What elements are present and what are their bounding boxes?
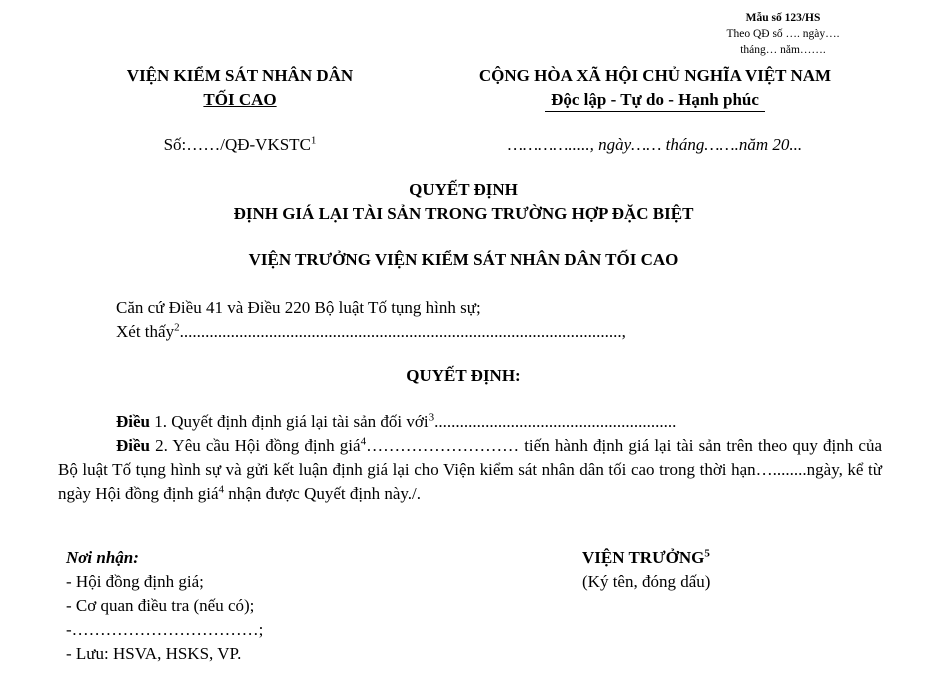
recipient-item: - Hội đồng định giá;	[66, 572, 204, 591]
issuing-authority: VIỆN TRƯỞNG VIỆN KIỂM SÁT NHÂN DÂN TỐI CAO	[248, 250, 679, 269]
article-label: Điều	[116, 436, 150, 455]
agency-line-2: TỐI CAO	[203, 90, 277, 109]
footnote-marker: 1	[310, 134, 317, 147]
recipient-item: - Lưu: HSVA, HSKS, VP.	[66, 644, 242, 663]
document-title: QUYẾT ĐỊNH	[409, 180, 518, 199]
legal-basis-line: Căn cứ Điều 41 và Điều 220 Bộ luật Tố tụng hình sự;	[116, 298, 481, 317]
decision-heading: QUYẾT ĐỊNH:	[406, 366, 521, 385]
signature-block	[582, 546, 710, 594]
article-label: Điều	[116, 412, 150, 431]
legal-basis	[116, 296, 626, 344]
form-decision-date: tháng… năm…….	[740, 44, 826, 56]
agency-line-1: VIỆN KIỂM SÁT NHÂN DÂN	[126, 66, 354, 85]
consideration-line: Xét thấy$^2$........................................................................................................,	[116, 321, 626, 341]
footnote-marker: 3	[428, 411, 435, 424]
signer-title: VIỆN TRƯỞNG$^5$	[582, 547, 710, 567]
nation-name: CỘNG HÒA XÃ HỘI CHỦ NGHĨA VIỆT NAM	[478, 66, 832, 85]
nation-motto: Độc lập - Tự do - Hạnh phúc	[545, 89, 765, 112]
footnote-marker: 4	[360, 435, 367, 448]
article-1: Điều 1. Quyết định định giá lại tài sản đối với$^3$.........................................................	[116, 411, 677, 431]
recipient-item: -……………………………;	[66, 620, 264, 639]
signature-instruction: (Ký tên, đóng dấu)	[582, 572, 711, 591]
recipient-item: - Cơ quan điều tra (nếu có);	[66, 596, 255, 615]
form-number-block	[718, 10, 848, 58]
form-code: Mẫu số 123/HS	[745, 12, 821, 24]
document-subtitle: ĐỊNH GIÁ LẠI TÀI SẢN TRONG TRƯỜNG HỢP ĐẶC BIỆT	[233, 204, 694, 223]
recipients-block	[66, 546, 263, 666]
document-number	[90, 135, 390, 155]
footnote-marker: 2	[174, 321, 180, 334]
article-2: Điều 2. Yêu cầu Hội đồng định giá$^4$……………………… tiến hành định giá lại tài sản trên theo quy định của Bộ luật Tố tụng hình sự và gửi kết luận định giá lại cho Viện kiểm sát nhân dân tối cao trong thời hạn…........ngày, kể từ ngày Hội đồng định giá$^4$ nhận được Quyết định này./.	[58, 435, 883, 503]
recipients-heading: Nơi nhận:	[66, 548, 139, 567]
footnote-marker: 5	[704, 547, 710, 560]
national-header	[440, 64, 870, 112]
articles	[58, 410, 882, 506]
form-decision-ref: Theo QĐ số …. ngày….	[726, 28, 840, 40]
footnote-marker: 4	[218, 483, 225, 496]
issuing-agency	[90, 64, 390, 112]
document-number-text: Số:……/QĐ-VKSTC	[163, 135, 311, 154]
document-date: …………....., ngày…… tháng…….năm 20...	[507, 135, 803, 154]
